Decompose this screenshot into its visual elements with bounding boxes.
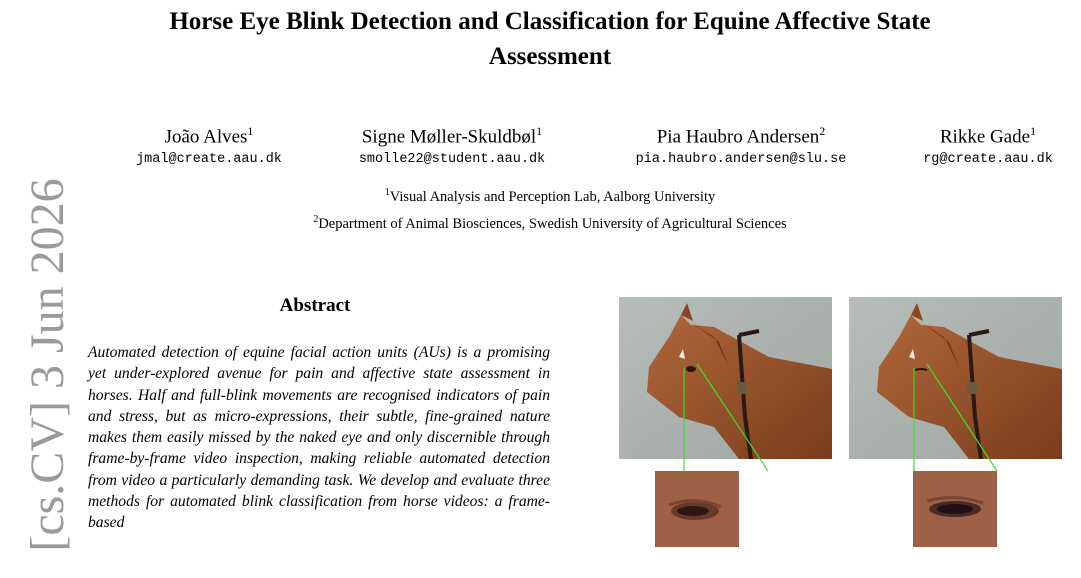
author-name: Signe Møller-Skuldbøl$^1$ xyxy=(361,124,543,148)
author-email[interactable]: rg@create.aau.dk xyxy=(923,152,1053,168)
affiliation-1: $^1$Visual Analysis and Perception Lab, Aalborg University xyxy=(384,187,716,205)
author-name: João Alves$^1$ xyxy=(164,124,254,148)
abstract-text: Automated detection of equine facial action units (AUs) is a promising yet under-explored avenue for pain and affective state assessment in horses. Half and full-blink movements are recognised indicators of pain and stress, but as micro-expressions, their subtle, fine-grained nature makes them easily missed by the naked eye and only discernible through frame-by-frame video inspection, making reliable automated detection from video a particularly demanding task. We develop and evaluate three methods for automated blink classification from horse videos: a frame-based xyxy=(88,344,550,532)
author-email[interactable]: smolle22@student.aau.dk xyxy=(358,152,546,168)
affiliation-2: $^2$Department of Animal Biosciences, Swedish University of Agricultural Sciences xyxy=(313,214,787,232)
paper-title: Horse Eye Blink Detection and Classification for Equine Affective State Assessment xyxy=(169,8,931,70)
author-email[interactable]: jmal@create.aau.dk xyxy=(136,152,282,168)
arxiv-stamp: [cs.CV] 3 Jun 2026 xyxy=(21,178,74,552)
author-name: Pia Haubro Andersen$^2$ xyxy=(656,124,826,148)
author-name: Rikke Gade$^1$ xyxy=(939,124,1037,148)
author-email[interactable]: pia.haubro.andersen@slu.se xyxy=(635,152,847,168)
abstract-heading: Abstract xyxy=(279,295,351,316)
